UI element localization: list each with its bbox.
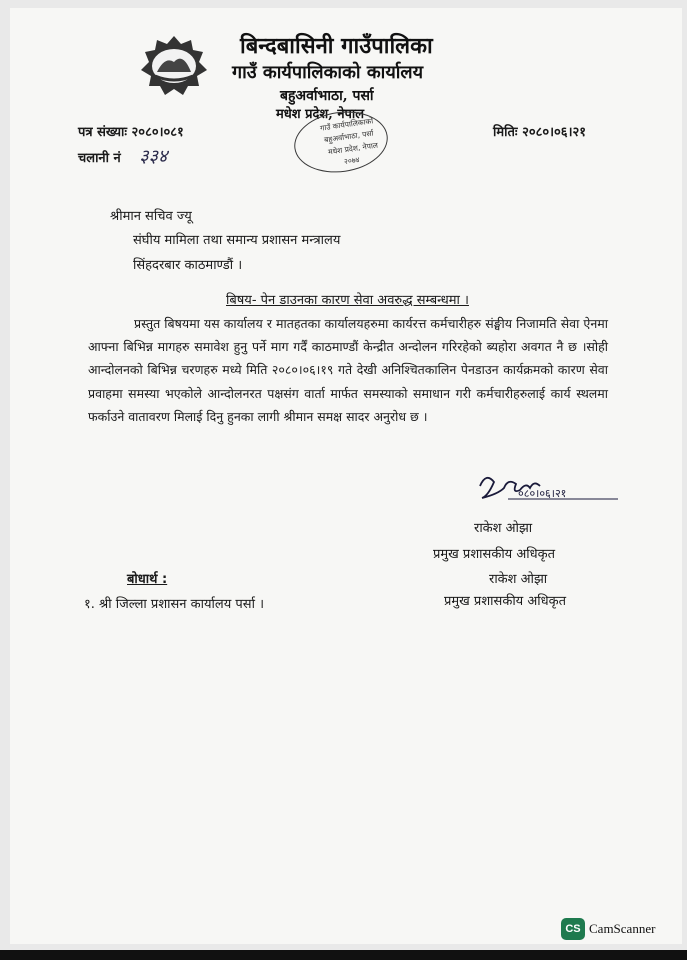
camscanner-logo-icon: CS (561, 918, 585, 940)
office-location: बहुअर्वाभाठा, पर्सा (280, 88, 374, 104)
letter-number-label: पत्र संख्याः (78, 125, 128, 140)
recipient-line-3: सिंहदरबार काठमाण्डौं । (133, 258, 243, 273)
signatory-title: प्रमुख प्रशासकीय अधिकृत (433, 547, 556, 562)
dispatch-number (78, 144, 167, 168)
stamp-signatory-name: राकेश ओझा (489, 572, 548, 587)
recipient-line-1: श्रीमान सचिव ज्यू (110, 209, 192, 224)
bottom-edge (0, 950, 687, 960)
letter-body: प्रस्तुत बिषयमा यस कार्यालय र मातहतका कार्यालयहरुमा कार्यरत्त कर्मचारीहरु संङ्घीय निजामति सेवा ऐनमा आफ्ना बिभिन्न मागहरु समावेश हुनु पर्ने माग गर्दैं काठमाण्डौं केन्द्रीत अन्दोलन गरिरहेको ब्यहोरा अवगत नै छ ।सोही आन्दोलनको बिभिन्न चरणहरु मध्ये मिति २०८०।०६।१९ गते देखी अनिश्चितकालिन पेनडाउन कार्यक्रमको कारण सेवा प्रवाहमा समस्या भएकोले आन्दोलनरत पक्षसंग वार्ता मार्फत समस्याको समाधान गरी कर्मचारीहरुलाई कार्य स्थलमा फर्काउने वातावरण मिलाई दिनु हुनका लागी श्रीमान समक्ष सादर अनुरोध छ । (88, 316, 608, 424)
stamp-text-4: २०७४ (343, 154, 361, 167)
cc-item: १. श्री जिल्ला प्रशासन कार्यालय पर्सा । (84, 597, 264, 612)
dispatch-number-value: ३३४ (139, 146, 168, 167)
recipient-line-2: संघीय मामिला तथा समान्य प्रशासन मन्त्रालय (133, 233, 341, 248)
letter-number-value: २०८०।०८१ (131, 125, 184, 140)
stamp-text-2: बहुअर्वाभाठा, पर्सा (323, 128, 374, 145)
signatory-name: राकेश ओझा (474, 521, 533, 536)
signature-date: ०८०।०६।२१ (518, 487, 567, 500)
letter-number (78, 122, 184, 140)
letter-date (493, 122, 586, 140)
dispatch-number-label: चलानी नं (78, 151, 121, 166)
camscanner-watermark: CamScanner (589, 921, 656, 936)
cc-label: बोधार्थ : (127, 572, 168, 587)
stamp-signatory-title: प्रमुख प्रशासकीय अधिकृत (444, 594, 567, 609)
letter-subject: बिषय- पेन डाउनका कारण सेवा अवरुद्ध सम्बन्धमा । (226, 293, 469, 308)
stamp-text-3: मधेश प्रदेश, नेपाल (327, 140, 379, 157)
org-name: बिन्दबासिनी गाउँपालिका (240, 33, 433, 59)
government-emblem-logo (133, 30, 215, 102)
office-name: गाउँ कार्यपालिकाको कार्यालय (232, 62, 424, 83)
date-value: २०८०।०६।२१ (522, 125, 587, 140)
handwritten-signature (468, 468, 628, 508)
province-name: मधेश प्रदेश, नेपाल (276, 107, 365, 122)
stamp-text-1: गाउँ कार्यपालिकाको (319, 116, 374, 133)
date-label: मितिः (493, 125, 518, 140)
